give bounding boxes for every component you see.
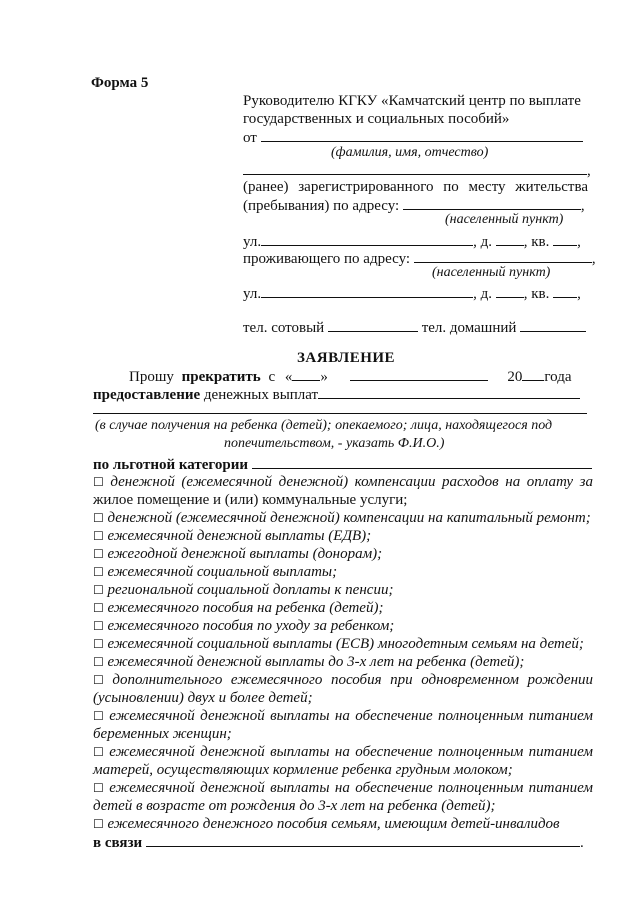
day-field[interactable] xyxy=(292,367,320,381)
provision-bold: предоставление xyxy=(93,387,201,403)
option-nursing-nutrition-cont: матерей, осуществляющих кормление ребенка грудным молоком; xyxy=(93,762,513,778)
phone-mobile-label: тел. сотовый xyxy=(243,320,325,336)
category-label: по льготной категории xyxy=(93,457,249,473)
fio-continue-row: , xyxy=(243,161,591,180)
fio-field-2[interactable] xyxy=(243,161,587,175)
phone-mobile-field[interactable] xyxy=(328,318,418,332)
registered-house-field[interactable] xyxy=(496,232,524,246)
option-donors[interactable]: ☐ ежегодной денежной выплаты (донорам); xyxy=(93,546,383,562)
checkbox-icon[interactable]: ☐ xyxy=(93,655,104,669)
request-from: с xyxy=(268,369,276,385)
request-row xyxy=(93,367,593,386)
quote-close: » xyxy=(320,369,328,385)
living-street-field[interactable] xyxy=(261,284,473,298)
checkbox-icon[interactable]: ☐ xyxy=(93,511,104,525)
category-row xyxy=(93,455,592,474)
year-suffix: года xyxy=(544,369,572,385)
house-label: , д. xyxy=(473,234,492,250)
checkbox-icon[interactable]: ☐ xyxy=(93,637,104,651)
request-verb: прекратить xyxy=(181,369,261,385)
checkbox-icon[interactable]: ☐ xyxy=(93,745,104,759)
fio-hint: (фамилия, имя, отчество) xyxy=(331,145,489,160)
category-field[interactable] xyxy=(252,455,592,469)
provision-row xyxy=(93,385,580,404)
option-compensation-housing[interactable]: ☐ денежной (ежемесячной денежной) компенсации расходов на оплату за xyxy=(93,474,594,490)
checkbox-icon[interactable]: ☐ xyxy=(93,529,104,543)
provision-rest: денежных выплат xyxy=(203,387,319,403)
quote-open: « xyxy=(284,369,293,385)
option-pregnant-nutrition-cont: беременных женщин; xyxy=(93,726,232,742)
option-childcare-allowance[interactable]: ☐ ежемесячного пособия по уходу за ребенком; xyxy=(93,618,395,634)
registered-apt-field[interactable] xyxy=(553,232,577,246)
checkbox-icon[interactable]: ☐ xyxy=(93,781,104,795)
option-disabled-children[interactable]: ☐ ежемесячного денежного пособия семьям, имеющим детей-инвалидов xyxy=(93,816,560,832)
option-nursing-nutrition[interactable]: ☐ ежемесячной денежной выплаты на обеспечение полноценным питанием xyxy=(93,744,594,760)
option-edv[interactable]: ☐ ежемесячной денежной выплаты (ЕДВ); xyxy=(93,528,372,544)
house-label-2: , д. xyxy=(473,286,492,302)
registered-line-1: (ранее) зарегистрированного по месту жительства xyxy=(243,179,588,195)
option-child-nutrition[interactable]: ☐ ежемесячной денежной выплаты на обеспечение полноценным питанием xyxy=(93,780,594,796)
option-multiple-birth-cont: (усыновлении) двух и более детей; xyxy=(93,690,313,706)
phone-home-field[interactable] xyxy=(520,318,586,332)
living-settlement-field[interactable] xyxy=(414,249,592,263)
request-prosh: Прошу xyxy=(129,369,174,385)
checkbox-icon[interactable]: ☐ xyxy=(93,547,104,561)
living-apt-field[interactable] xyxy=(553,284,577,298)
registered-row: (пребывания) по адресу: , xyxy=(243,198,585,214)
registered-label: (пребывания) по адресу: xyxy=(243,198,400,214)
living-row: проживающего по адресу: , xyxy=(243,251,596,267)
registered-street-field[interactable] xyxy=(261,232,473,246)
addressee-line-2: государственных и социальных пособий» xyxy=(243,111,510,127)
living-house-field[interactable] xyxy=(496,284,524,298)
apt-label-2: , кв. xyxy=(523,286,550,302)
registered-address-row: ул. , д. , кв. , xyxy=(243,234,581,250)
option-social-payment[interactable]: ☐ ежемесячной социальной выплаты; xyxy=(93,564,338,580)
option-child-allowance[interactable]: ☐ ежемесячного пособия на ребенка (детей); xyxy=(93,600,384,616)
checkbox-icon[interactable]: ☐ xyxy=(93,817,104,831)
phones-row xyxy=(243,318,586,337)
option-pregnant-nutrition[interactable]: ☐ ежемесячной денежной выплаты на обеспечение полноценным питанием xyxy=(93,708,594,724)
from-label: от xyxy=(243,130,257,146)
reason-label: в связи xyxy=(93,835,143,851)
phone-home-label: тел. домашний xyxy=(421,320,517,336)
checkbox-icon[interactable]: ☐ xyxy=(93,619,104,633)
street-label-2: ул. xyxy=(243,286,262,302)
month-field[interactable] xyxy=(350,367,488,381)
checkbox-icon[interactable]: ☐ xyxy=(93,601,104,615)
registered-settlement-field[interactable] xyxy=(403,196,581,210)
provision-note-1: (в случае получения на ребенка (детей); опекаемого; лица, находящегося под xyxy=(95,418,553,433)
option-capital-repair[interactable]: ☐ денежной (ежемесячной денежной) компенсации на капитальный ремонт; xyxy=(93,510,591,526)
document-title: ЗАЯВЛЕНИЕ xyxy=(297,350,396,366)
checkbox-icon[interactable]: ☐ xyxy=(93,475,104,489)
option-esv-large-families[interactable]: ☐ ежемесячной социальной выплаты (ЕСВ) многодетным семьям на детей; xyxy=(93,636,584,652)
checkbox-icon[interactable]: ☐ xyxy=(93,565,104,579)
street-label: ул. xyxy=(243,234,262,250)
option-pension-supplement[interactable]: ☐ региональной социальной доплаты к пенсии; xyxy=(93,582,394,598)
provision-field[interactable] xyxy=(318,385,580,399)
year-prefix: 20 xyxy=(507,369,523,385)
reason-row: в связи . xyxy=(93,835,584,851)
addressee-line-1: Руководителю КГКУ «Камчатский центр по выплате xyxy=(243,93,581,109)
checkbox-icon[interactable]: ☐ xyxy=(93,709,104,723)
living-address-row: ул. , д. , кв. , xyxy=(243,286,581,302)
option-child-nutrition-cont: детей в возрасте от рождения до 3-х лет на ребенка (детей); xyxy=(93,798,496,814)
checkbox-icon[interactable]: ☐ xyxy=(93,673,104,687)
settlement-hint-2: (населенный пункт) xyxy=(432,265,551,280)
fio-field[interactable] xyxy=(261,128,583,142)
checkbox-icon[interactable]: ☐ xyxy=(93,583,104,597)
living-label: проживающего по адресу: xyxy=(243,251,411,267)
option-compensation-housing-cont: жилое помещение и (или) коммунальные услуги; xyxy=(93,492,408,508)
settlement-hint-1: (населенный пункт) xyxy=(445,212,564,227)
provision-note-2: попечительством, - указать Ф.И.О.) xyxy=(224,436,445,451)
option-multiple-birth[interactable]: ☐ дополнительного ежемесячного пособия при одновременном рождении xyxy=(93,672,594,688)
form-label: Форма 5 xyxy=(91,75,149,91)
apt-label: , кв. xyxy=(523,234,550,250)
option-under-3-payment[interactable]: ☐ ежемесячной денежной выплаты до 3-х лет на ребенка (детей); xyxy=(93,654,525,670)
reason-field[interactable] xyxy=(146,833,580,847)
year-field[interactable] xyxy=(522,367,544,381)
provision-field-2[interactable] xyxy=(93,405,587,414)
